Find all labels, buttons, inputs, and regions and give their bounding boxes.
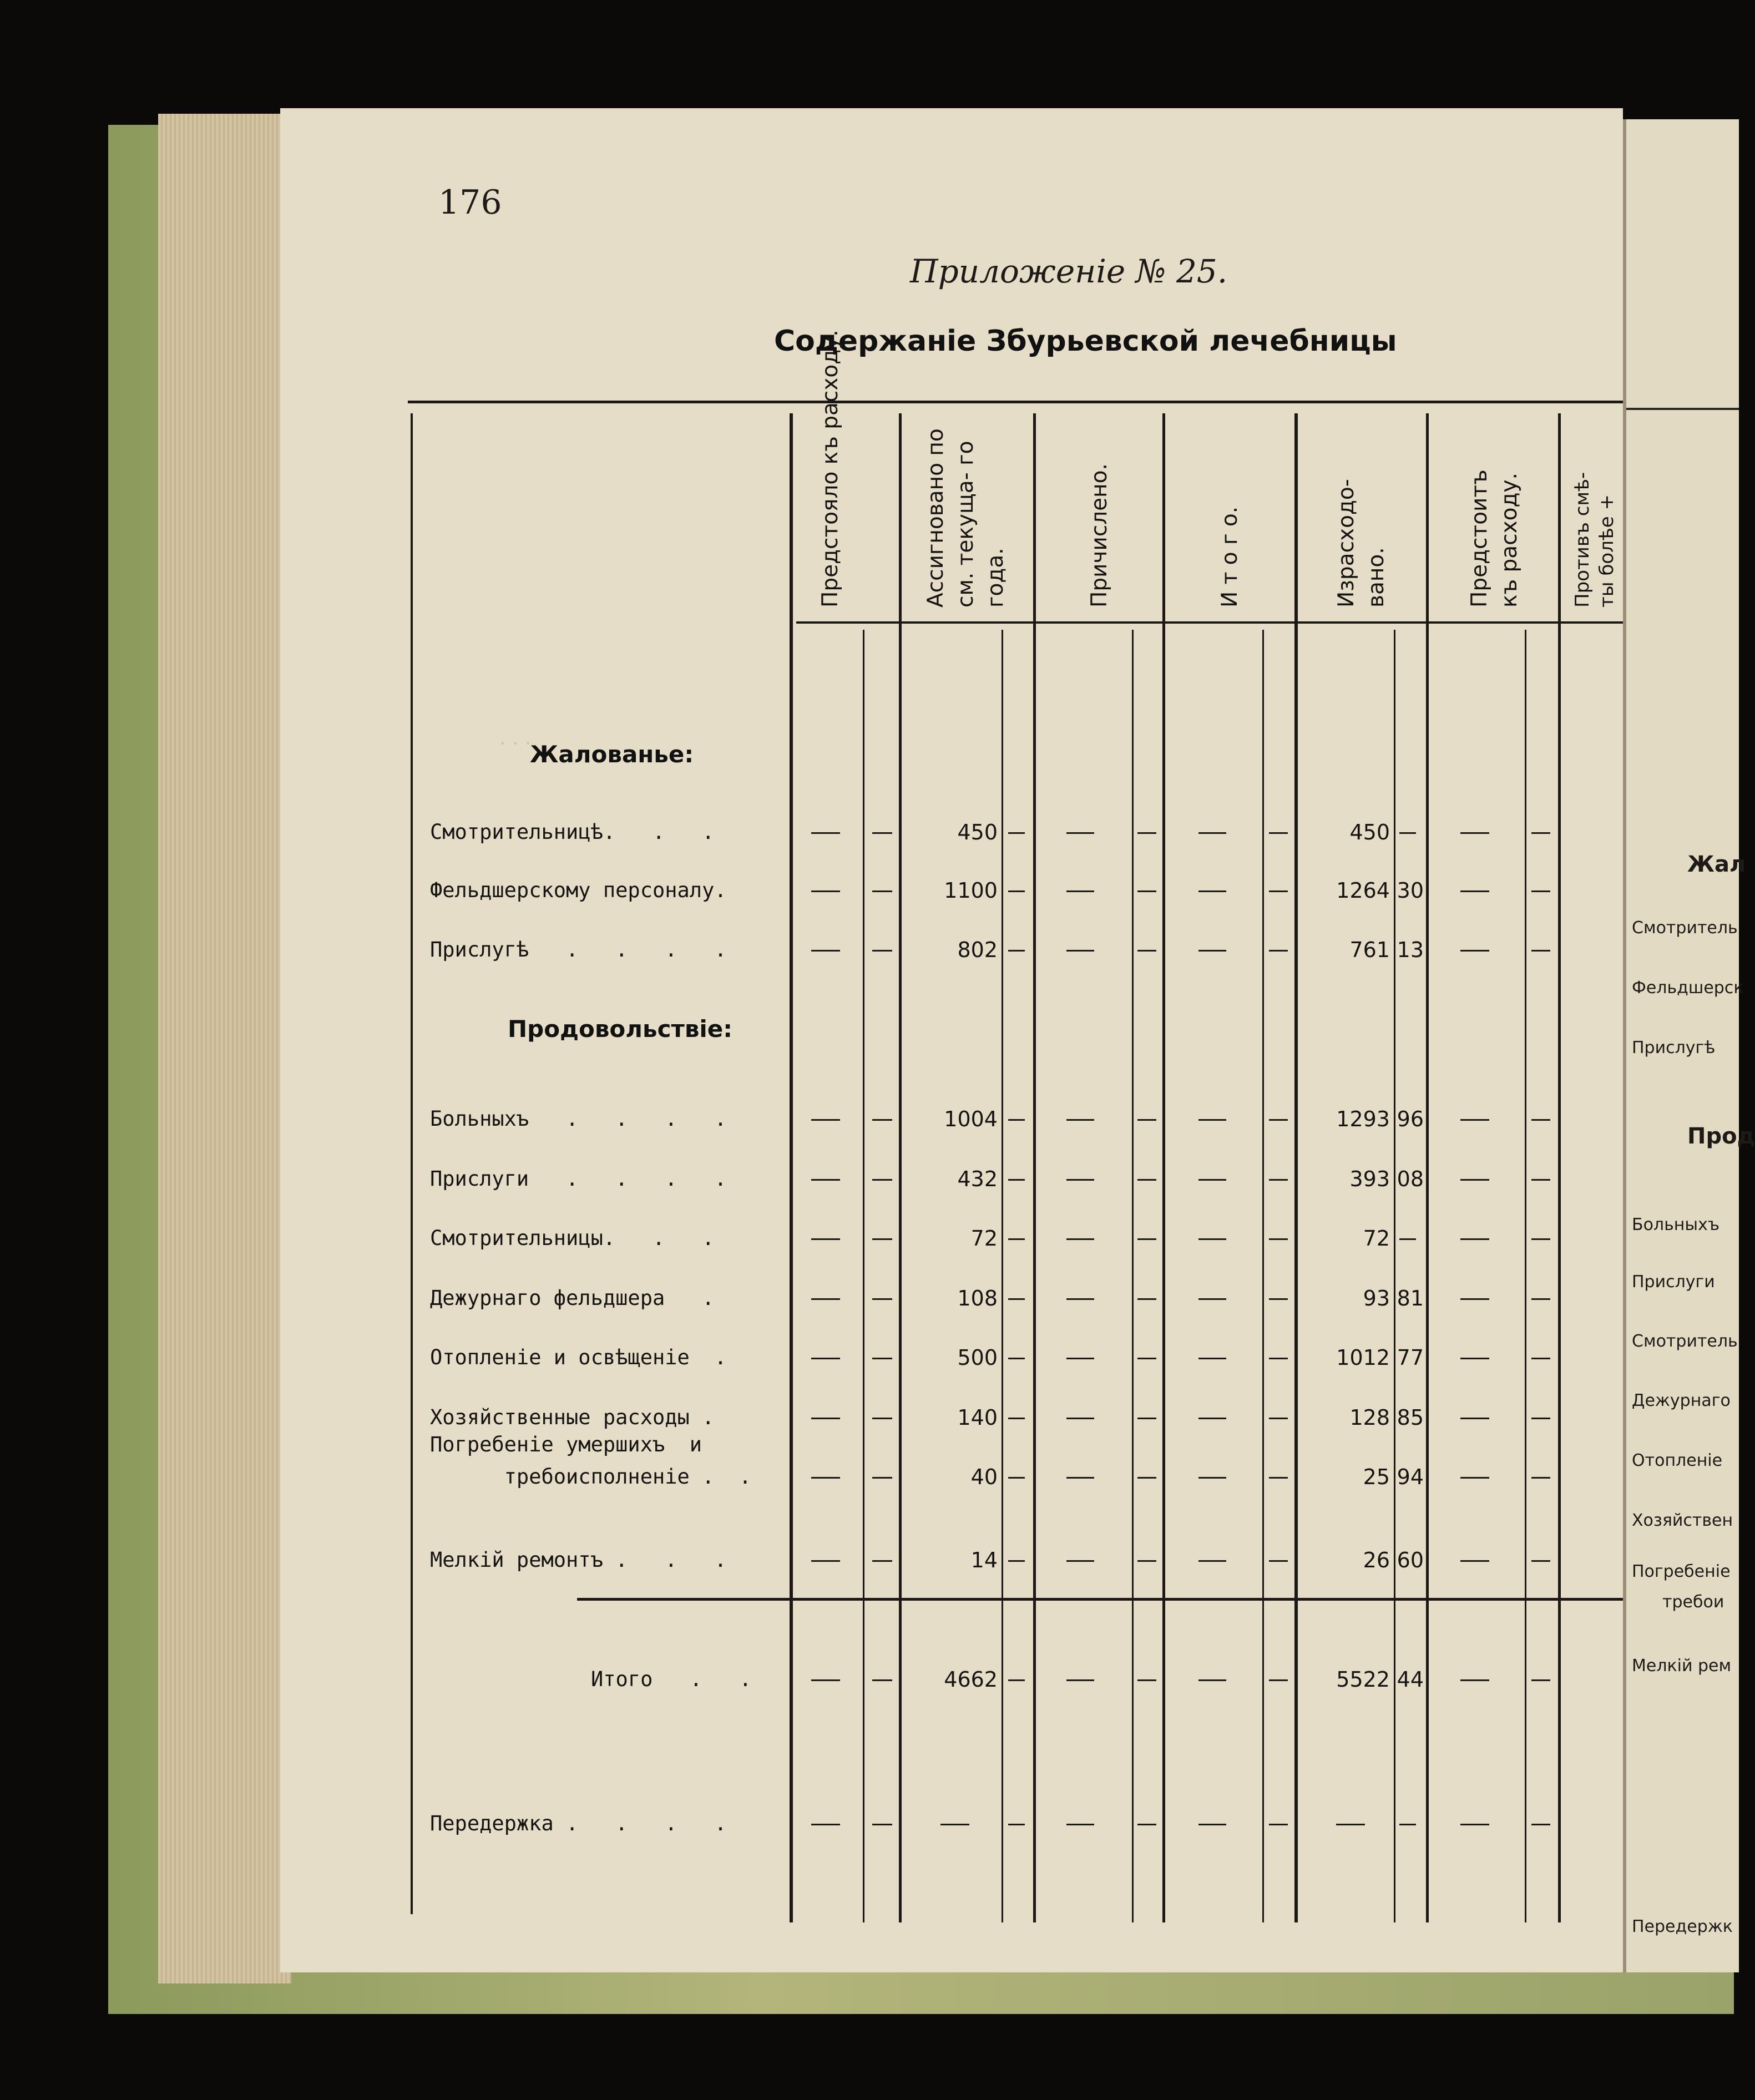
dash-mark [811,1560,840,1562]
page-title: Содержанiе Збурьевской лечебницы [774,325,1397,358]
column-border [1558,413,1561,1922]
dash-mark [1460,832,1489,834]
row-label: Прислуги . . . . [430,1167,727,1191]
dash-mark [811,832,840,834]
next-page-item: Смотритель [1632,918,1738,938]
row-label: Хозяйственные расходы . [430,1405,715,1429]
dash-mark [1269,1238,1288,1240]
dash-mark [1460,1824,1489,1825]
spent-value: 72 [1363,1226,1390,1251]
dash-mark [1008,1824,1025,1825]
dash-mark [811,1119,840,1121]
dash-mark [1460,1418,1489,1419]
dash-mark [1460,1238,1489,1240]
dash-mark [1198,950,1226,952]
dash-mark [1008,1418,1025,1419]
dash-mark [1066,1238,1094,1240]
kopeck-divider [1132,630,1134,1922]
dash-mark [1399,1824,1416,1825]
dash-mark [1460,1560,1489,1562]
next-page-item: Больныхъ [1632,1215,1720,1234]
dash-mark [1269,1477,1288,1479]
dash-mark [1531,1119,1550,1121]
dash-mark [1198,1179,1226,1181]
overrun-label: Передержка . . . . [430,1811,727,1835]
next-page-item: требои [1662,1592,1724,1612]
dash-mark [872,890,892,892]
dash-mark [1137,832,1156,834]
dash-mark [1137,1119,1156,1121]
next-page-heading: Жал [1687,852,1746,877]
dash-mark [940,1824,969,1825]
col-header-total: И т о г о. [1217,506,1242,608]
dash-mark [811,1824,840,1825]
next-page-item: Фельдшерск [1632,978,1744,998]
assigned-value: 108 [957,1286,998,1310]
table-left-border [411,413,413,1914]
dash-mark [1008,1119,1025,1121]
dash-mark [1066,1824,1094,1825]
dash-mark [1531,1477,1550,1479]
dash-mark [1531,950,1550,952]
dash-mark [872,1298,892,1300]
spent-kopecks: 08 [1397,1167,1424,1191]
section-food: Продовольствiе: [508,1015,733,1043]
dash-mark [1460,1119,1489,1121]
dash-mark [1066,1179,1094,1181]
kopeck-divider [1394,630,1395,1922]
spent-kopecks [1399,832,1416,834]
dash-mark [1198,1418,1226,1419]
spent-kopecks: 94 [1397,1465,1424,1489]
row-label: Больныхъ . . . . [430,1107,727,1131]
dash-mark [1269,1560,1288,1562]
dash-mark [1137,1560,1156,1562]
dash-mark [1269,890,1288,892]
dash-mark [1269,1358,1288,1359]
dash-mark [1008,890,1025,892]
dash-mark [1531,1560,1550,1562]
next-page-edge [1623,119,1755,1972]
next-page-item: Передержк [1632,1917,1733,1936]
section-salary: Жалованье: [530,741,694,768]
dash-mark [1198,832,1226,834]
dash-mark [1008,1179,1025,1181]
dash-mark [872,1119,892,1121]
dash-mark [872,950,892,952]
dash-mark [1066,890,1094,892]
row-label: Погребенiе умершихъ и [430,1433,702,1456]
spent-kopecks: 30 [1397,878,1424,903]
dash-mark [1008,1679,1025,1681]
dash-mark [1531,1824,1550,1825]
table-top-rule [408,401,1623,403]
dash-mark [1198,1477,1226,1479]
assigned-value: 432 [957,1167,998,1191]
dash-mark [1008,832,1025,834]
kopeck-divider [1525,630,1526,1922]
row-label: Прислугѣ . . . . [430,938,727,962]
dash-mark [1066,1679,1094,1681]
dash-mark [872,1238,892,1240]
dash-mark [1336,1824,1365,1825]
dash-mark [1008,1298,1025,1300]
spent-value: 393 [1349,1167,1390,1191]
dash-mark [1137,1418,1156,1419]
next-page-item: Погребенiе [1632,1562,1731,1581]
assigned-value: 500 [957,1345,998,1370]
dash-mark [872,1179,892,1181]
dash-mark [811,1358,840,1359]
dash-mark [811,1418,840,1419]
row-label: требоисполненiе . . [430,1465,752,1489]
row-label: Смотрительницы. . . [430,1226,715,1250]
dash-mark [1531,1179,1550,1181]
spent-value: 1264 [1336,878,1390,903]
row-label: Смотрительницѣ. . . [430,820,715,844]
dash-mark [1198,1119,1226,1121]
dash-mark [1531,1238,1550,1240]
dash-mark [1531,1418,1550,1419]
dash-mark [1460,1477,1489,1479]
row-label: Мелкiй ремонтъ . . . [430,1548,727,1572]
row-label: Дежурнаго фельдшера . [430,1286,715,1310]
spent-kopecks [1399,1238,1416,1240]
dash-mark [1066,1298,1094,1300]
dash-mark [1531,1679,1550,1681]
total-label: Итого . . [591,1667,752,1691]
column-border [1033,413,1036,1922]
dash-mark [1137,950,1156,952]
dash-mark [1198,1679,1226,1681]
dash-mark [1269,950,1288,952]
spent-kopecks: 85 [1397,1405,1424,1430]
dash-mark [1008,1560,1025,1562]
dash-mark [1198,1238,1226,1240]
dash-mark [1066,832,1094,834]
spent-kopecks: 13 [1397,938,1424,962]
kopeck-divider [863,630,864,1922]
dash-mark [1066,1560,1094,1562]
spent-kopecks: 60 [1397,1548,1424,1572]
next-page-item: Смотритель [1632,1332,1738,1351]
next-page-item: Мелкiй рем [1632,1656,1732,1676]
spent-value: 26 [1363,1548,1390,1572]
dash-mark [1066,950,1094,952]
spent-kopecks: 81 [1397,1286,1424,1310]
dash-mark [1269,1418,1288,1419]
col-header-spent: Израсходо- вано. [1334,479,1389,608]
dash-mark [1008,1477,1025,1479]
spent-kopecks: 77 [1397,1345,1424,1370]
dash-mark [811,890,840,892]
dash-mark [811,1679,840,1681]
spent-value: 25 [1363,1465,1390,1489]
col-header-added: Причислено. [1087,463,1112,608]
dash-mark [1137,1179,1156,1181]
spent-value: 128 [1349,1405,1390,1430]
dash-mark [1460,950,1489,952]
dash-mark [1531,890,1550,892]
appendix-heading: Приложенiе № 25. [910,252,1228,290]
dash-mark [872,832,892,834]
dash-mark [1137,1358,1156,1359]
next-page-rule [1626,408,1739,410]
assigned-value: 802 [957,938,998,962]
next-page-item: Прислуги [1632,1272,1715,1292]
dash-mark [811,1298,840,1300]
total-rule [577,1598,1623,1601]
dash-mark [872,1477,892,1479]
dash-mark [1198,1824,1226,1825]
kopeck-divider [1262,630,1264,1922]
column-border [1426,413,1429,1922]
col-header-remaining: Предстоитъ къ расходу. [1467,469,1522,608]
dash-mark [872,1824,892,1825]
dash-mark [1460,1679,1489,1681]
col-header-planned: Предстояло къ расходу. [818,330,843,608]
dash-mark [1531,1298,1550,1300]
dash-mark [1137,1298,1156,1300]
assigned-value: 1004 [944,1107,998,1131]
dash-mark [1198,1298,1226,1300]
assigned-value: 450 [957,820,998,844]
dash-mark [1269,1298,1288,1300]
page-edges [158,114,291,1983]
dash-mark [1066,1418,1094,1419]
kopeck-divider [1002,630,1003,1922]
spent-value: 1293 [1336,1107,1390,1131]
dash-mark [1137,890,1156,892]
dash-mark [1066,1119,1094,1121]
dash-mark [1269,1679,1288,1681]
dash-mark [1137,1477,1156,1479]
total-spent: 5522 [1336,1667,1390,1692]
dash-mark [1269,1119,1288,1121]
assigned-value: 72 [970,1226,998,1251]
total-assigned: 4662 [944,1667,998,1692]
dash-mark [1531,1358,1550,1359]
dash-mark [1008,1238,1025,1240]
next-page-heading: Прод [1687,1124,1755,1149]
dash-mark [1269,1179,1288,1181]
spent-value: 1012 [1336,1345,1390,1370]
dash-mark [872,1358,892,1359]
dash-mark [1008,950,1025,952]
bleed-through-text: · · · [499,732,532,755]
spent-value: 93 [1363,1286,1390,1310]
row-label: Фельдшерскому персоналу. [430,878,727,902]
spent-value: 761 [1349,938,1390,962]
assigned-value: 140 [957,1405,998,1430]
dash-mark [1460,1358,1489,1359]
column-border [899,413,902,1922]
dash-mark [1137,1824,1156,1825]
total-spent-kopecks: 44 [1397,1667,1424,1692]
dash-mark [872,1418,892,1419]
dash-mark [1198,1560,1226,1562]
column-border [1294,413,1298,1922]
col-header-assigned: Ассигновано по см. текуща- го года. [923,428,1008,608]
dash-mark [1137,1238,1156,1240]
col-header-overrun: Противъ смѣ- ты болѣе + [1571,472,1618,608]
column-border [1162,413,1165,1922]
dash-mark [1198,1358,1226,1359]
dash-mark [1460,1298,1489,1300]
dash-mark [1008,1358,1025,1359]
dash-mark [1066,1358,1094,1359]
dash-mark [1269,1824,1288,1825]
assigned-value: 14 [970,1548,998,1572]
page-number: 176 [438,183,502,222]
dash-mark [872,1679,892,1681]
assigned-value: 1100 [944,878,998,903]
book-page [280,108,1623,1972]
dash-mark [872,1560,892,1562]
dash-mark [811,1238,840,1240]
dash-mark [1066,1477,1094,1479]
next-page-item: Отопленiе [1632,1451,1723,1470]
dash-mark [1460,1179,1489,1181]
spent-value: 450 [1349,820,1390,844]
dash-mark [1531,832,1550,834]
dash-mark [811,950,840,952]
header-bottom-rule [796,621,1623,624]
dash-mark [811,1477,840,1479]
row-label: Отопленiе и освѣщенiе . [430,1345,727,1369]
next-page-item: Прислугѣ [1632,1038,1716,1057]
label-column-border [790,413,793,1922]
dash-mark [1460,890,1489,892]
next-page-item: Хозяйствен [1632,1511,1733,1530]
dash-mark [811,1179,840,1181]
next-page-item: Дежурнаго [1632,1391,1731,1410]
dash-mark [1269,832,1288,834]
assigned-value: 40 [970,1465,998,1489]
dash-mark [1137,1679,1156,1681]
spent-kopecks: 96 [1397,1107,1424,1131]
dash-mark [1198,890,1226,892]
